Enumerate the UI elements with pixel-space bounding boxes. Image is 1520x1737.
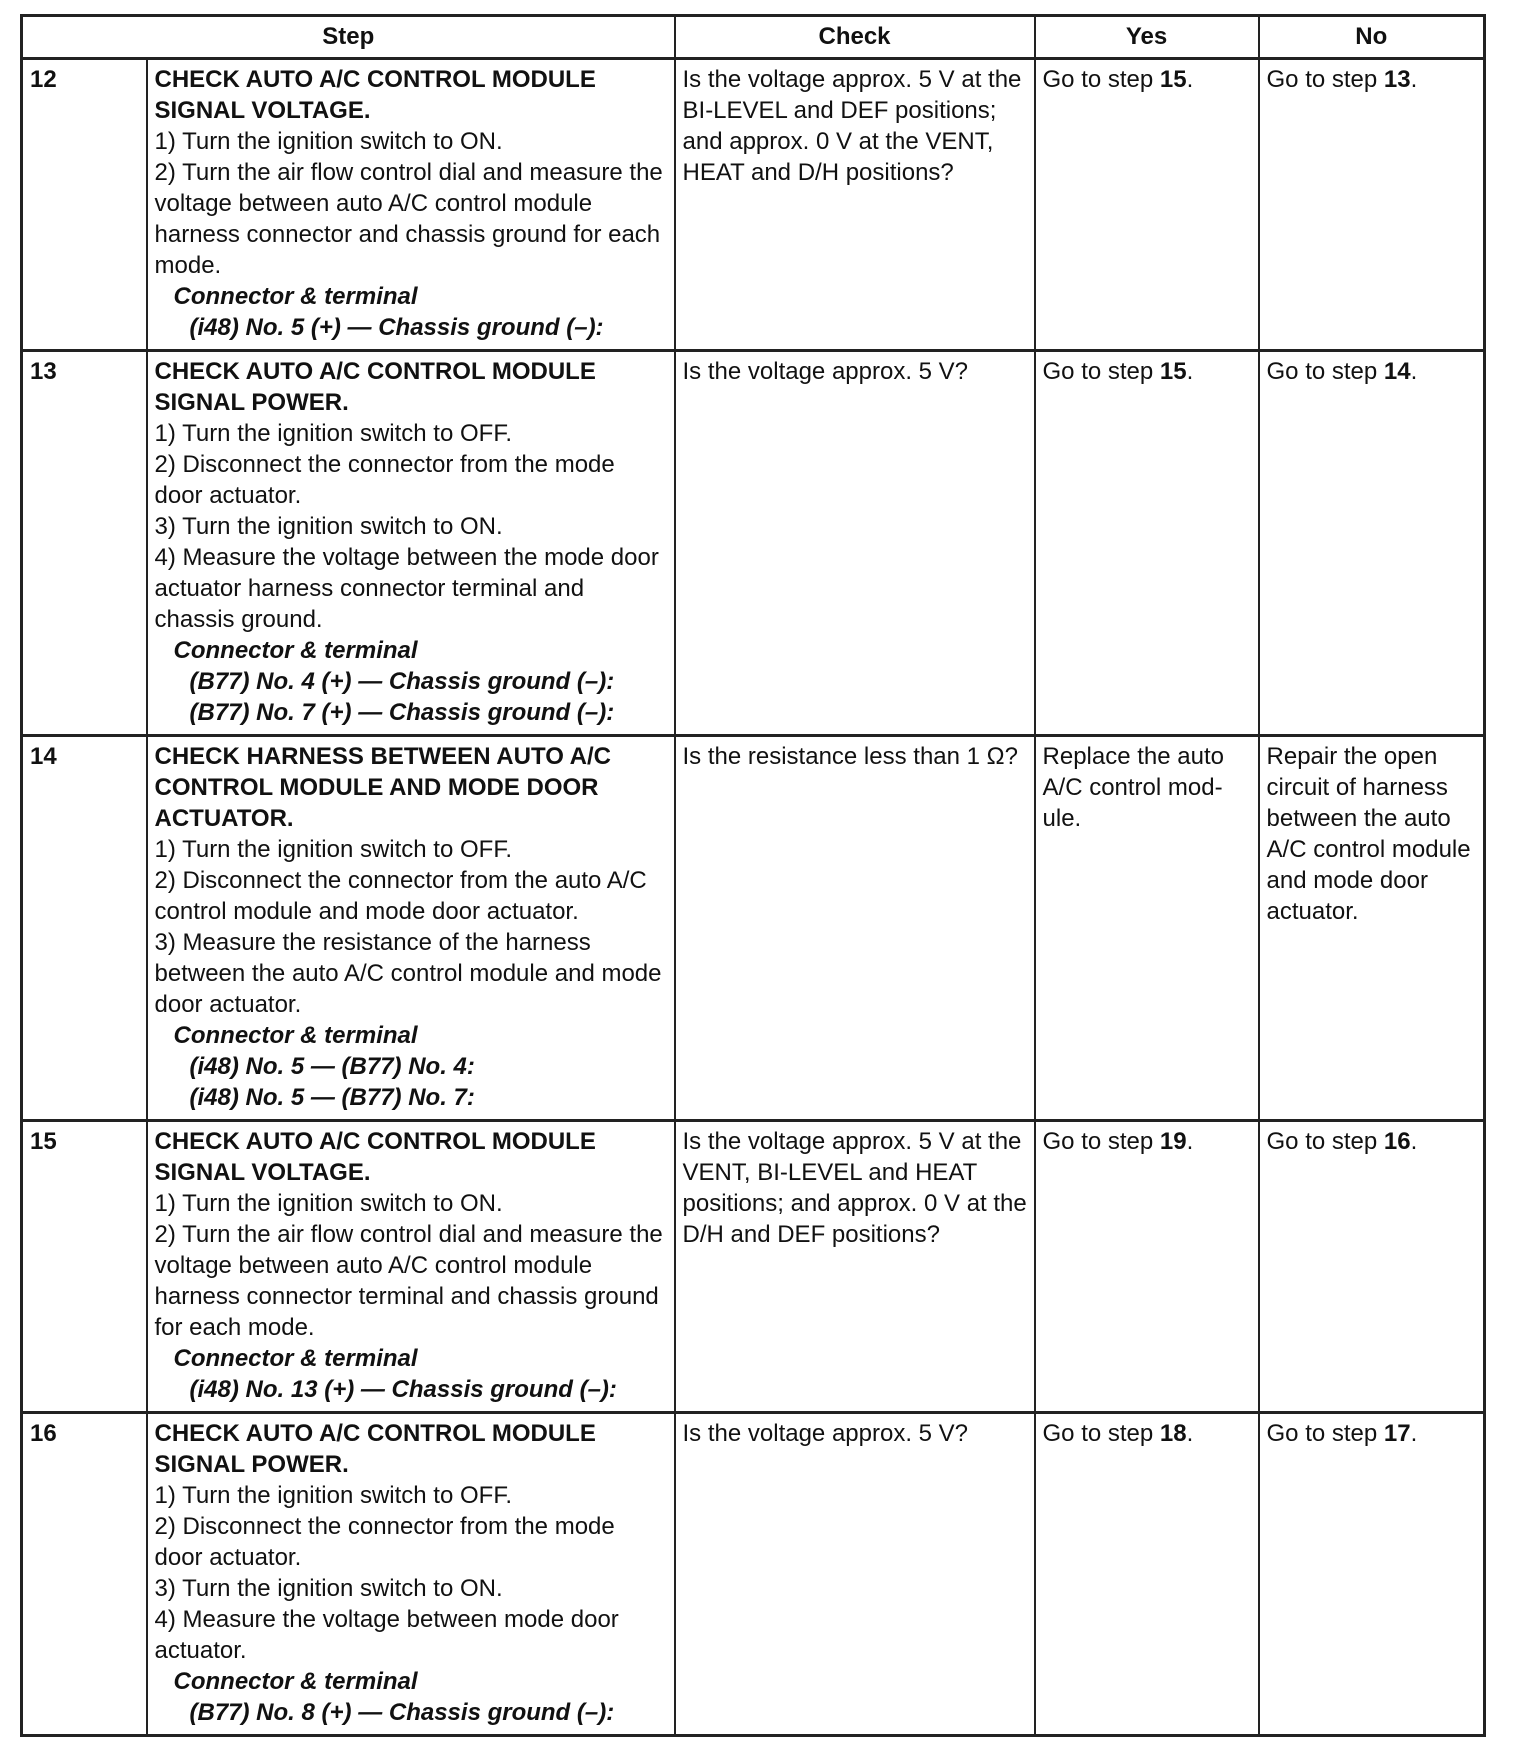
no-action [1259,351,1485,736]
header-yes: Yes [1035,16,1259,59]
no-step-ref: 17 [1383,1420,1411,1447]
no-prefix: Go to step [1266,66,1384,93]
no-suffix: . [1410,1128,1418,1155]
no-action [1259,1121,1485,1413]
yes-prefix: Go to step [1042,358,1160,385]
yes-step-ref: 15 [1159,66,1187,93]
no-text: Repair the open circuit of harness between the auto A/C control module and mode door actuator. [1266,743,1471,925]
no-suffix: . [1410,66,1418,93]
step-title: CHECK AUTO A/C CONTROL MODULE SIGNAL POWER. [154,1420,596,1478]
header-no: No [1259,16,1485,59]
connector-line: (B77) No. 7 (+) — Chassis ground (–): [189,699,615,726]
no-prefix: Go to step [1266,1128,1384,1155]
step-title: CHECK AUTO A/C CONTROL MODULE SIGNAL VOLTAGE. [154,66,596,124]
instruction: 1) Turn the ignition switch to OFF. [154,1482,512,1509]
header-check: Check [675,16,1035,59]
step-title: CHECK AUTO A/C CONTROL MODULE SIGNAL VOLTAGE. [154,1128,596,1186]
instruction: 2) Disconnect the connector from the auto A/C control module and mode door actuator. [154,867,647,925]
instruction: 2) Turn the air flow control dial and measure the voltage between auto A/C control module harness connector and chassis ground for each mode. [154,159,663,279]
table-body [22,59,1485,1736]
yes-suffix: . [1186,358,1194,385]
step-number: 15 [22,1121,147,1413]
connector-heading: Connector & terminal [173,1345,418,1372]
no-suffix: . [1410,358,1418,385]
yes-suffix: . [1186,1420,1194,1447]
instruction: 2) Turn the air flow control dial and measure the voltage between auto A/C control module harness connector terminal and chassis ground for each mode. [154,1221,663,1341]
instruction: 1) Turn the ignition switch to ON. [154,128,503,155]
instruction: 3) Measure the resistance of the harness between the auto A/C control module and mode door actuator. [154,929,662,1018]
yes-action [1035,59,1259,351]
connector-line: (i48) No. 5 — (B77) No. 7: [189,1084,475,1111]
no-prefix: Go to step [1266,1420,1384,1447]
table-row [22,1413,1485,1736]
instruction: 2) Disconnect the connector from the mode door actuator. [154,451,615,509]
header-step: Step [22,16,675,59]
connector-line: (B77) No. 4 (+) — Chassis ground (–): [189,668,615,695]
yes-action [1035,736,1259,1121]
no-suffix: . [1410,1420,1418,1447]
no-step-ref: 16 [1383,1128,1411,1155]
connector-line: (B77) No. 8 (+) — Chassis ground (–): [189,1699,615,1726]
connector-heading: Connector & terminal [173,1668,418,1695]
yes-action [1035,1413,1259,1736]
yes-step-ref: 15 [1159,358,1187,385]
step-title: CHECK HARNESS BETWEEN AUTO A/C CONTROL MODULE AND MODE DOOR ACTUATOR. [154,743,611,832]
yes-suffix: . [1186,66,1194,93]
step-description [147,1413,675,1736]
check-question: Is the voltage approx. 5 V at the VENT, BI-LEVEL and HEAT positions; and approx. 0 V at the D/H and DEF positions? [675,1121,1035,1413]
step-number: 14 [22,736,147,1121]
yes-suffix: . [1186,1128,1194,1155]
instruction: 4) Measure the voltage between mode door actuator. [154,1606,619,1664]
table-row [22,736,1485,1121]
connector-heading: Connector & terminal [173,637,418,664]
instruction: 3) Turn the ignition switch to ON. [154,1575,503,1602]
check-question: Is the voltage approx. 5 V at the BI-LEVEL and DEF positions; and approx. 0 V at the VENT, HEAT and D/H positions? [675,59,1035,351]
check-question: Is the voltage approx. 5 V? [675,1413,1035,1736]
connector-heading: Connector & terminal [173,283,418,310]
table-header [22,16,1485,59]
yes-action [1035,351,1259,736]
table-row [22,351,1485,736]
yes-step-ref: 19 [1159,1128,1187,1155]
header-row [22,16,1485,59]
instruction: 4) Measure the voltage between the mode door actuator harness connector terminal and chassis ground. [154,544,659,633]
step-description [147,59,675,351]
table-row [22,1121,1485,1413]
instruction: 3) Turn the ignition switch to ON. [154,513,503,540]
no-prefix: Go to step [1266,358,1384,385]
yes-step-ref: 18 [1159,1420,1187,1447]
yes-action [1035,1121,1259,1413]
step-description [147,351,675,736]
step-description [147,1121,675,1413]
check-question: Is the voltage approx. 5 V? [675,351,1035,736]
yes-prefix: Go to step [1042,1420,1160,1447]
connector-line: (i48) No. 5 — (B77) No. 4: [189,1053,475,1080]
step-number: 16 [22,1413,147,1736]
no-step-ref: 13 [1383,66,1411,93]
instruction: 2) Disconnect the connector from the mode door actuator. [154,1513,615,1571]
instruction: 1) Turn the ignition switch to OFF. [154,420,512,447]
diagnostic-table [20,14,1486,1737]
yes-text: Replace the auto A/C control mod- ule. [1042,743,1224,832]
no-action [1259,59,1485,351]
connector-line: (i48) No. 5 (+) — Chassis ground (–): [189,314,604,341]
yes-prefix: Go to step [1042,66,1160,93]
yes-prefix: Go to step [1042,1128,1160,1155]
check-question: Is the resistance less than 1 Ω? [675,736,1035,1121]
no-step-ref: 14 [1383,358,1411,385]
connector-heading: Connector & terminal [173,1022,418,1049]
instruction: 1) Turn the ignition switch to ON. [154,1190,503,1217]
connector-line: (i48) No. 13 (+) — Chassis ground (–): [189,1376,617,1403]
step-number: 13 [22,351,147,736]
step-number: 12 [22,59,147,351]
step-title: CHECK AUTO A/C CONTROL MODULE SIGNAL POWER. [154,358,596,416]
table-row [22,59,1485,351]
instruction: 1) Turn the ignition switch to OFF. [154,836,512,863]
no-action [1259,1413,1485,1736]
step-description [147,736,675,1121]
no-action [1259,736,1485,1121]
